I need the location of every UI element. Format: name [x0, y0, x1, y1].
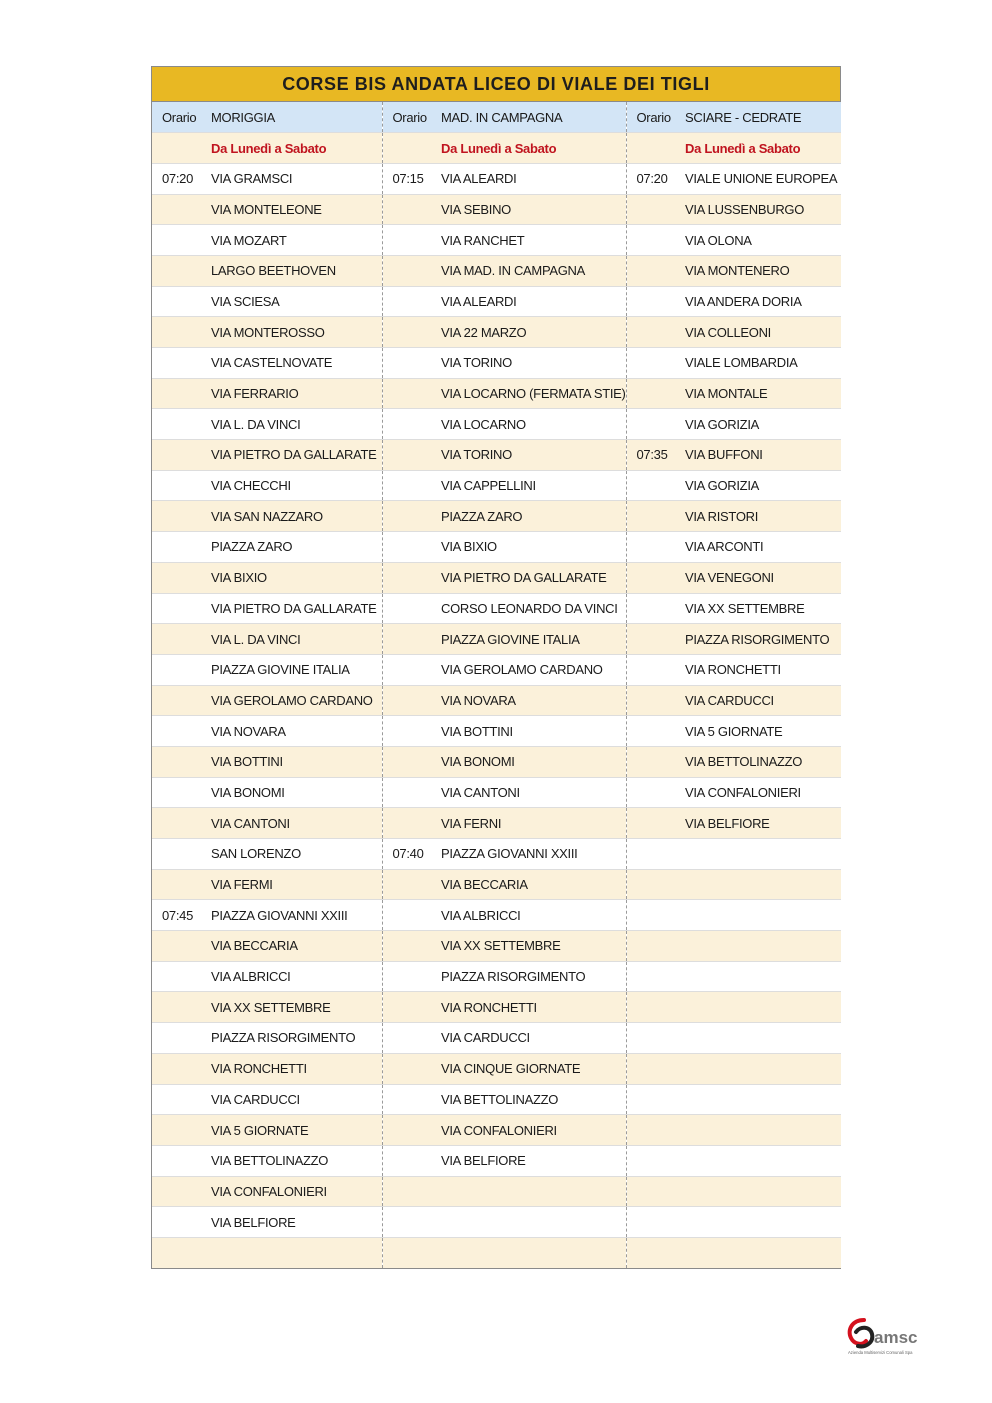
stop-name: [675, 839, 841, 870]
stop-time: [152, 194, 201, 225]
stop-time: [382, 624, 431, 655]
stop-time: [626, 931, 675, 962]
table-row: [152, 348, 841, 379]
stop-time: [382, 1237, 431, 1268]
stop-name: VIA MONTELEONE: [201, 194, 382, 225]
table-row: [152, 1176, 841, 1207]
stop-time: [626, 194, 675, 225]
stop-time: [152, 501, 201, 532]
stop-time: [152, 777, 201, 808]
stop-time: 07:20: [626, 163, 675, 194]
stop-time: [152, 470, 201, 501]
stop-name: VIA MONTALE: [675, 378, 841, 409]
stop-time: [626, 286, 675, 317]
stop-name: VIA MOZART: [201, 225, 382, 256]
table-row: [152, 163, 841, 194]
table-row: [152, 409, 841, 440]
stop-time: [626, 317, 675, 348]
stop-name: [675, 869, 841, 900]
stop-name: PIAZZA GIOVINE ITALIA: [201, 654, 382, 685]
stop-time: [382, 1176, 431, 1207]
stop-name: VIA OLONA: [675, 225, 841, 256]
route-header-moriggia: MORIGGIA: [201, 102, 382, 133]
time-header: Orario: [626, 102, 675, 133]
stop-name: VIA 5 GIORNATE: [675, 716, 841, 747]
stop-name: [675, 1023, 841, 1054]
stop-time: [152, 746, 201, 777]
stop-name: VIA ALEARDI: [431, 163, 626, 194]
stop-name: VIA CANTONI: [201, 808, 382, 839]
stop-time: [626, 1053, 675, 1084]
stop-name: VIA BETTOLINAZZO: [431, 1084, 626, 1115]
table-row: [152, 1053, 841, 1084]
stop-time: [626, 1176, 675, 1207]
stop-name: VIA LUSSENBURGO: [675, 194, 841, 225]
stop-time: [382, 716, 431, 747]
stop-time: [382, 378, 431, 409]
timetable: [151, 66, 841, 1269]
stop-name: VIA ALEARDI: [431, 286, 626, 317]
table-row: [152, 839, 841, 870]
stop-name: PIAZZA RISORGIMENTO: [675, 624, 841, 655]
stop-name: VIA BELFIORE: [675, 808, 841, 839]
stop-name: VIA XX SETTEMBRE: [431, 931, 626, 962]
stop-time: [626, 900, 675, 931]
stop-name: VIA SAN NAZZARO: [201, 501, 382, 532]
table-row: [152, 255, 841, 286]
timetable-grid: [152, 102, 841, 1268]
stop-name: VIA CONFALONIERI: [675, 777, 841, 808]
stop-time: [382, 194, 431, 225]
days-label: Da Lunedì a Sabato: [675, 133, 841, 164]
stop-time: [382, 808, 431, 839]
stop-time: 07:15: [382, 163, 431, 194]
stop-name: VIA NOVARA: [201, 716, 382, 747]
stop-name: VIA XX SETTEMBRE: [675, 593, 841, 624]
svg-text:amsc: amsc: [874, 1328, 918, 1347]
stop-name: VIA RONCHETTI: [201, 1053, 382, 1084]
stop-name: [431, 1176, 626, 1207]
stop-time: [152, 1115, 201, 1146]
stop-name: VIA BECCARIA: [431, 869, 626, 900]
stop-time: [382, 746, 431, 777]
stop-name: VIA PIETRO DA GALLARATE: [431, 562, 626, 593]
stop-time: [626, 1084, 675, 1115]
stop-name: VIA GORIZIA: [675, 409, 841, 440]
table-row: [152, 992, 841, 1023]
time-header: Orario: [382, 102, 431, 133]
stop-time: [626, 225, 675, 256]
time-header: Orario: [152, 102, 201, 133]
table-row: [152, 869, 841, 900]
stop-name: VIA LOCARNO: [431, 409, 626, 440]
stop-name: VIA RONCHETTI: [431, 992, 626, 1023]
table-row: [152, 1207, 841, 1238]
stop-name: VIA CARDUCCI: [675, 685, 841, 716]
stop-time: [382, 1207, 431, 1238]
stop-time: [382, 1084, 431, 1115]
stop-time: [626, 470, 675, 501]
stop-name: PIAZZA RISORGIMENTO: [201, 1023, 382, 1054]
table-row: [152, 1145, 841, 1176]
stop-time: [382, 992, 431, 1023]
stop-time: [152, 1145, 201, 1176]
stop-name: VIA VENEGONI: [675, 562, 841, 593]
stop-name: VIA BELFIORE: [201, 1207, 382, 1238]
stop-name: VIA LOCARNO (FERMATA STIE): [431, 378, 626, 409]
stop-name: VIA MAD. IN CAMPAGNA: [431, 255, 626, 286]
stop-name: PIAZZA RISORGIMENTO: [431, 961, 626, 992]
stop-time: [152, 378, 201, 409]
stop-time: [626, 1237, 675, 1268]
stop-name: VIA SCIESA: [201, 286, 382, 317]
stop-name: VIA ANDERA DORIA: [675, 286, 841, 317]
stop-name: VIA TORINO: [431, 440, 626, 471]
stop-time: [626, 685, 675, 716]
stop-name: VIA 22 MARZO: [431, 317, 626, 348]
stop-time: [152, 808, 201, 839]
stop-time: [152, 562, 201, 593]
stop-time: [152, 255, 201, 286]
stop-time: [152, 409, 201, 440]
stop-time: [382, 593, 431, 624]
stop-name: VIA BIXIO: [201, 562, 382, 593]
stop-time: [626, 532, 675, 563]
stop-name: VIA MONTEROSSO: [201, 317, 382, 348]
stop-name: VIA BELFIORE: [431, 1145, 626, 1176]
stop-time: [382, 1115, 431, 1146]
stop-time: [382, 317, 431, 348]
stop-name: VIA CONFALONIERI: [201, 1176, 382, 1207]
stop-name: VIA GORIZIA: [675, 470, 841, 501]
stop-time: [382, 654, 431, 685]
stop-name: VIA BUFFONI: [675, 440, 841, 471]
stop-time: [382, 409, 431, 440]
stop-time: 07:20: [152, 163, 201, 194]
stop-name: [675, 961, 841, 992]
table-row: [152, 624, 841, 655]
stop-time: [152, 1237, 201, 1268]
stop-name: VIA GRAMSCI: [201, 163, 382, 194]
table-row: [152, 716, 841, 747]
stop-time: [626, 869, 675, 900]
stop-time: [626, 654, 675, 685]
table-row: [152, 654, 841, 685]
stop-time: [626, 808, 675, 839]
timetable-title: CORSE BIS ANDATA LICEO DI VIALE DEI TIGLI: [152, 67, 840, 102]
stop-name: VIA L. DA VINCI: [201, 624, 382, 655]
stop-name: [675, 1053, 841, 1084]
stop-time: [626, 746, 675, 777]
table-row: [152, 286, 841, 317]
table-row: [152, 1023, 841, 1054]
stop-time: [626, 1145, 675, 1176]
stop-name: VIA BIXIO: [431, 532, 626, 563]
days-label: Da Lunedì a Sabato: [201, 133, 382, 164]
stop-time: [382, 685, 431, 716]
stop-name: [675, 1207, 841, 1238]
stop-time: [626, 716, 675, 747]
table-row: [152, 593, 841, 624]
stop-name: VIA CANTONI: [431, 777, 626, 808]
table-row: [152, 746, 841, 777]
table-row: [152, 1115, 841, 1146]
stop-name: VIA ARCONTI: [675, 532, 841, 563]
stop-time: [152, 961, 201, 992]
stop-time: [626, 839, 675, 870]
stop-name: [675, 931, 841, 962]
route-header-mad-in-campagna: MAD. IN CAMPAGNA: [431, 102, 626, 133]
stop-name: VIA GEROLAMO CARDANO: [201, 685, 382, 716]
stop-time: [626, 409, 675, 440]
stop-time: [152, 869, 201, 900]
stop-time: [382, 255, 431, 286]
stop-time: [152, 593, 201, 624]
stop-name: VIA RISTORI: [675, 501, 841, 532]
stop-time: [152, 225, 201, 256]
table-row: [152, 317, 841, 348]
stop-name: VIA PIETRO DA GALLARATE: [201, 593, 382, 624]
table-row: [152, 440, 841, 471]
stop-time: [152, 348, 201, 379]
stop-name: VIA ALBRICCI: [431, 900, 626, 931]
stop-name: VIALE LOMBARDIA: [675, 348, 841, 379]
stop-time: [626, 777, 675, 808]
days-label: Da Lunedì a Sabato: [431, 133, 626, 164]
stop-name: [675, 900, 841, 931]
stop-time: [152, 1176, 201, 1207]
stop-time: [152, 317, 201, 348]
stop-time: [382, 501, 431, 532]
table-row: [152, 501, 841, 532]
stop-time: [626, 348, 675, 379]
stop-name: [675, 1176, 841, 1207]
stop-name: PIAZZA GIOVINE ITALIA: [431, 624, 626, 655]
stop-time: [152, 1023, 201, 1054]
stop-name: PIAZZA ZARO: [201, 532, 382, 563]
stop-name: [675, 1237, 841, 1268]
table-row: [152, 1084, 841, 1115]
stop-time: [382, 440, 431, 471]
stop-name: [675, 1084, 841, 1115]
stop-name: VIALE UNIONE EUROPEA: [675, 163, 841, 194]
stop-time: [152, 286, 201, 317]
stop-name: VIA COLLEONI: [675, 317, 841, 348]
svg-text:Azienda Multiservizi Comunali: Azienda Multiservizi Comunali Spa: [848, 1350, 913, 1355]
stop-time: [152, 654, 201, 685]
stop-name: VIA BONOMI: [201, 777, 382, 808]
stop-time: [382, 562, 431, 593]
table-row: [152, 1237, 841, 1268]
stop-name: VIA 5 GIORNATE: [201, 1115, 382, 1146]
stop-name: VIA CARDUCCI: [431, 1023, 626, 1054]
stop-time: [382, 1145, 431, 1176]
stop-time: [152, 1053, 201, 1084]
stop-time: [152, 839, 201, 870]
stop-name: VIA FERNI: [431, 808, 626, 839]
stop-time: [152, 992, 201, 1023]
stop-name: VIA RANCHET: [431, 225, 626, 256]
stop-name: SAN LORENZO: [201, 839, 382, 870]
table-row: [152, 961, 841, 992]
table-row: [152, 532, 841, 563]
stop-name: VIA BETTOLINAZZO: [675, 746, 841, 777]
stop-time: [152, 532, 201, 563]
stop-time: [152, 624, 201, 655]
stop-time: [382, 961, 431, 992]
table-row: [152, 470, 841, 501]
stop-time: [382, 900, 431, 931]
stop-time: [626, 562, 675, 593]
table-row: [152, 225, 841, 256]
stop-name: VIA CHECCHI: [201, 470, 382, 501]
days-row: [152, 133, 841, 164]
stop-time: [152, 440, 201, 471]
stop-name: [675, 1115, 841, 1146]
stop-time: [152, 685, 201, 716]
stop-time: [152, 716, 201, 747]
stop-time: 07:35: [626, 440, 675, 471]
amsc-logo: [844, 1314, 930, 1360]
stop-time: [626, 624, 675, 655]
stop-name: VIA BECCARIA: [201, 931, 382, 962]
stop-time: [382, 777, 431, 808]
stop-name: VIA TORINO: [431, 348, 626, 379]
stop-time: [626, 501, 675, 532]
stop-name: VIA GEROLAMO CARDANO: [431, 654, 626, 685]
table-row: [152, 777, 841, 808]
stop-name: [675, 992, 841, 1023]
table-row: [152, 931, 841, 962]
table-row: [152, 808, 841, 839]
stop-time: [382, 1023, 431, 1054]
column-header-row: [152, 102, 841, 133]
stop-name: VIA BOTTINI: [201, 746, 382, 777]
stop-name: VIA ALBRICCI: [201, 961, 382, 992]
amsc-logo-icon: [844, 1314, 930, 1360]
stop-name: VIA BONOMI: [431, 746, 626, 777]
stop-name: VIA MONTENERO: [675, 255, 841, 286]
stop-time: [382, 532, 431, 563]
stop-name: VIA L. DA VINCI: [201, 409, 382, 440]
stop-name: VIA CAPPELLINI: [431, 470, 626, 501]
stop-time: [626, 593, 675, 624]
stop-name: PIAZZA ZARO: [431, 501, 626, 532]
stop-time: [382, 869, 431, 900]
stop-time: [152, 931, 201, 962]
stop-name: [431, 1237, 626, 1268]
stop-name: LARGO BEETHOVEN: [201, 255, 382, 286]
stop-time: [382, 348, 431, 379]
stop-name: VIA PIETRO DA GALLARATE: [201, 440, 382, 471]
stop-time: [382, 225, 431, 256]
stop-name: [431, 1207, 626, 1238]
table-row: [152, 194, 841, 225]
stop-name: PIAZZA GIOVANNI XXIII: [431, 839, 626, 870]
stop-name: VIA RONCHETTI: [675, 654, 841, 685]
stop-time: [626, 992, 675, 1023]
stop-time: [152, 1207, 201, 1238]
stop-name: CORSO LEONARDO DA VINCI: [431, 593, 626, 624]
stop-name: VIA XX SETTEMBRE: [201, 992, 382, 1023]
stop-time: [626, 1023, 675, 1054]
table-row: [152, 562, 841, 593]
stop-time: [626, 255, 675, 286]
stop-name: VIA FERMI: [201, 869, 382, 900]
stop-time: 07:40: [382, 839, 431, 870]
stop-time: [382, 470, 431, 501]
stop-name: VIA CONFALONIERI: [431, 1115, 626, 1146]
stop-time: [626, 1207, 675, 1238]
stop-time: [382, 286, 431, 317]
stop-time: [382, 931, 431, 962]
stop-name: VIA SEBINO: [431, 194, 626, 225]
table-row: [152, 900, 841, 931]
stop-name: PIAZZA GIOVANNI XXIII: [201, 900, 382, 931]
stop-name: VIA NOVARA: [431, 685, 626, 716]
stop-time: [626, 1115, 675, 1146]
stop-time: [626, 961, 675, 992]
stop-name: VIA CARDUCCI: [201, 1084, 382, 1115]
stop-time: [152, 1084, 201, 1115]
stop-name: [201, 1237, 382, 1268]
stop-time: [382, 1053, 431, 1084]
stop-name: [675, 1145, 841, 1176]
stop-name: VIA BOTTINI: [431, 716, 626, 747]
stop-name: VIA CASTELNOVATE: [201, 348, 382, 379]
stop-time: 07:45: [152, 900, 201, 931]
route-header-sciare-cedrate: SCIARE - CEDRATE: [675, 102, 841, 133]
stop-name: VIA CINQUE GIORNATE: [431, 1053, 626, 1084]
stop-name: VIA BETTOLINAZZO: [201, 1145, 382, 1176]
stop-name: VIA FERRARIO: [201, 378, 382, 409]
table-row: [152, 685, 841, 716]
stop-time: [626, 378, 675, 409]
table-row: [152, 378, 841, 409]
